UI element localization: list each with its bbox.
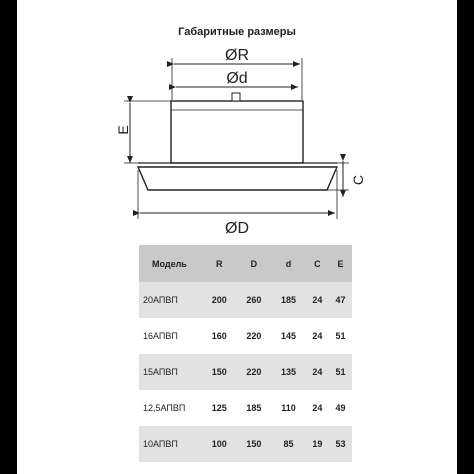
cell-r: 200: [202, 282, 237, 318]
cell-d-outer: 150: [237, 426, 272, 462]
cell-d-inner: 135: [271, 354, 306, 390]
cell-d-inner: 145: [281, 331, 297, 341]
cell-e: 47: [329, 282, 352, 318]
cell-c: 24: [312, 403, 323, 413]
table-row: [139, 318, 352, 354]
page-frame: [17, 0, 457, 474]
spec-table: [139, 245, 352, 462]
grille-top-tab: [232, 93, 240, 101]
cell-d-inner: 85: [271, 426, 306, 462]
dim-r-label: ØR: [225, 47, 249, 64]
cell-c: 24: [312, 331, 323, 341]
cell-model: 20АПВП: [139, 282, 202, 318]
table-row: [139, 390, 352, 426]
cell-c: 24: [306, 282, 329, 318]
cell-model: 12,5АПВП: [143, 403, 186, 413]
header-model: Модель: [139, 245, 202, 282]
cell-e: 49: [335, 403, 346, 413]
cell-d-inner: 110: [281, 403, 296, 413]
header-r: R: [202, 245, 237, 282]
page-title: Габаритные размеры: [178, 26, 296, 38]
cell-d-inner: 185: [271, 282, 306, 318]
cell-d-outer: 220: [237, 354, 272, 390]
cell-d-outer: 220: [246, 331, 262, 341]
cell-r: 125: [211, 403, 227, 413]
cell-r: 160: [211, 331, 227, 341]
cell-c: 19: [306, 426, 329, 462]
dim-d-label: Ød: [226, 70, 248, 87]
cell-d-outer: 260: [237, 282, 272, 318]
table-header-row: [139, 245, 352, 282]
cell-c: 24: [306, 354, 329, 390]
table-row: [139, 426, 352, 462]
table-row: [139, 282, 352, 318]
header-e: E: [329, 245, 352, 282]
header-d-outer: D: [237, 245, 272, 282]
table-row: [139, 354, 352, 390]
dimension-drawing: [17, 0, 457, 240]
cell-model: 15АПВП: [139, 354, 202, 390]
cell-r: 150: [202, 354, 237, 390]
cell-model: 10АПВП: [139, 426, 202, 462]
cell-e: 51: [335, 331, 346, 341]
header-c: C: [306, 245, 329, 282]
cell-e: 53: [329, 426, 352, 462]
dim-c-label: C: [350, 174, 366, 186]
cell-r: 100: [202, 426, 237, 462]
cell-d-outer: 185: [246, 403, 262, 413]
dim-e-label: E: [115, 125, 131, 135]
dim-bigd-label: ØD: [225, 220, 249, 237]
cell-e: 51: [329, 354, 352, 390]
header-d-inner: d: [271, 245, 306, 282]
cell-model: 16АПВП: [143, 331, 178, 341]
grille-flange: [138, 167, 337, 190]
